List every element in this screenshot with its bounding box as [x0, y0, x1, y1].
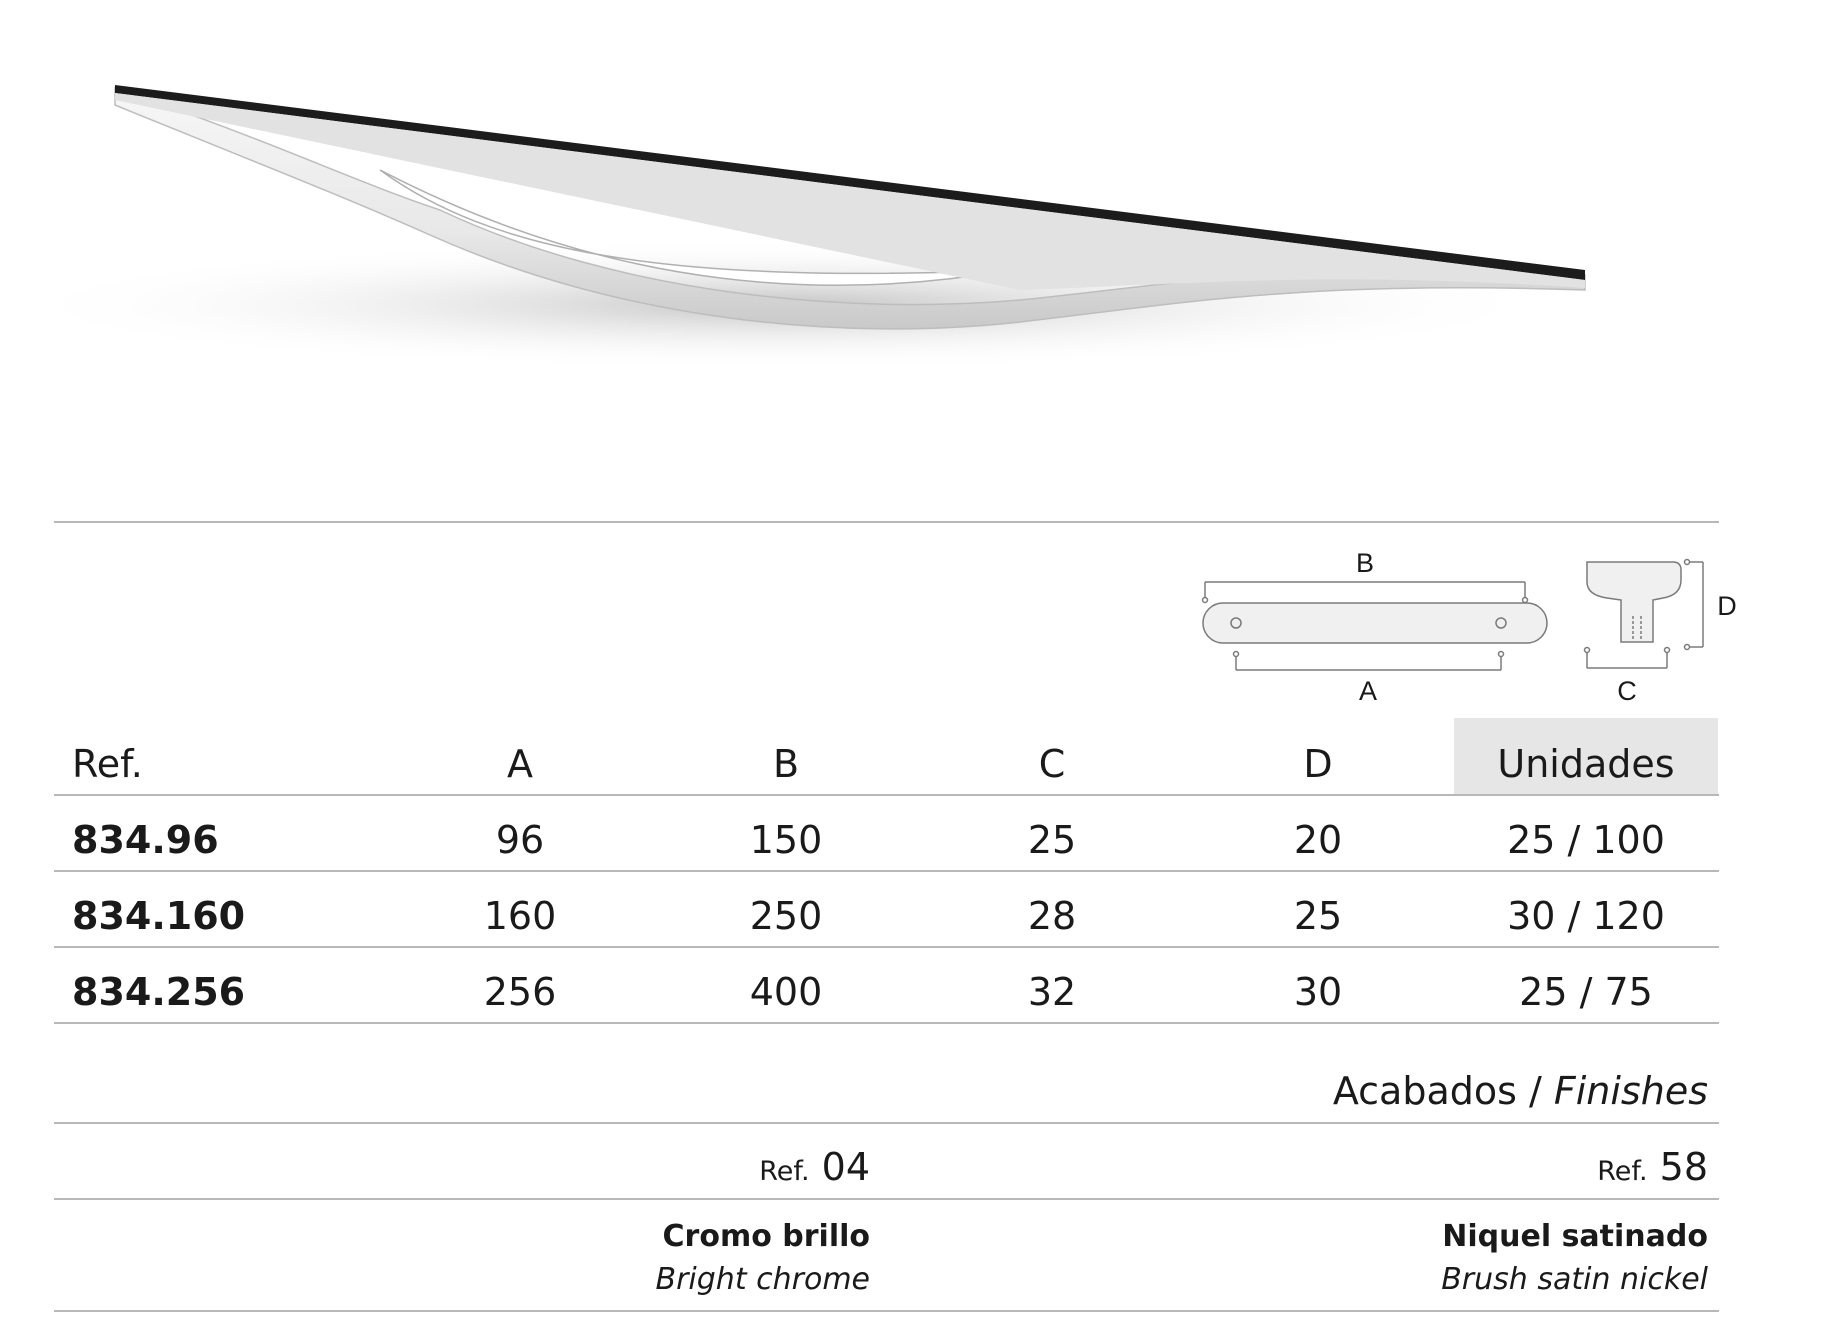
row-divider [54, 870, 1719, 872]
table-cell-d: 25 [1293, 894, 1343, 938]
table-row-ref: 834.160 [72, 894, 246, 938]
finish-ref-code: 58 [1659, 1145, 1708, 1189]
top-divider [54, 521, 1719, 523]
table-cell-a: 256 [483, 970, 557, 1014]
finish-name-es: Niquel satinado [1442, 1219, 1708, 1254]
finish-ref [1597, 1145, 1708, 1189]
table-cell-units: 30 / 120 [1507, 894, 1665, 938]
finish-name-es: Cromo brillo [662, 1219, 870, 1254]
row-divider [54, 946, 1719, 948]
diagram-label-d: D [1717, 591, 1737, 621]
table-cell-d: 20 [1293, 818, 1343, 862]
front-view [1203, 582, 1548, 670]
finishes-title-es: Acabados [1332, 1069, 1517, 1113]
finishes-title-divider [54, 1122, 1719, 1124]
finish-name-en: Brush satin nickel [1441, 1262, 1708, 1297]
header-units: Unidades [1497, 742, 1675, 786]
table-bottom-divider [54, 1022, 1719, 1024]
table-cell-c: 25 [1027, 818, 1077, 862]
finish-ref [759, 1145, 870, 1189]
product-image-handle [20, 60, 1640, 430]
table-cell-units: 25 / 75 [1519, 970, 1653, 1014]
finishes-ref-divider [54, 1198, 1719, 1200]
header-a: A [507, 742, 533, 786]
table-row-ref: 834.256 [72, 970, 246, 1014]
diagram-label-c: C [1617, 676, 1637, 706]
diagram-label-b: B [1355, 548, 1375, 578]
table-cell-d: 30 [1293, 970, 1343, 1014]
table-cell-b: 250 [749, 894, 823, 938]
table-cell-b: 150 [749, 818, 823, 862]
dimension-diagram [1195, 540, 1755, 720]
finish-ref-prefix: Ref. [759, 1156, 810, 1187]
finish-ref-prefix: Ref. [1597, 1156, 1648, 1187]
table-row-ref: 834.96 [72, 818, 219, 862]
header-d: D [1303, 742, 1333, 786]
finish-name-en: Bright chrome [655, 1262, 870, 1297]
finishes-title-separator: / [1516, 1069, 1554, 1113]
table-cell-b: 400 [749, 970, 823, 1014]
table-cell-a: 96 [495, 818, 545, 862]
table-cell-c: 32 [1027, 970, 1077, 1014]
table-cell-a: 160 [483, 894, 557, 938]
table-cell-units: 25 / 100 [1507, 818, 1665, 862]
header-ref: Ref. [72, 742, 143, 786]
header-b: B [772, 742, 800, 786]
finishes-title [1332, 1069, 1708, 1113]
finishes-title-en: Finishes [1553, 1069, 1708, 1113]
diagram-label-a: A [1358, 676, 1378, 706]
header-c: C [1038, 742, 1066, 786]
finish-ref-code: 04 [821, 1145, 870, 1189]
finishes-bottom-divider [54, 1310, 1719, 1312]
header-row-divider [54, 794, 1719, 796]
side-view [1585, 560, 1704, 669]
table-cell-c: 28 [1027, 894, 1077, 938]
